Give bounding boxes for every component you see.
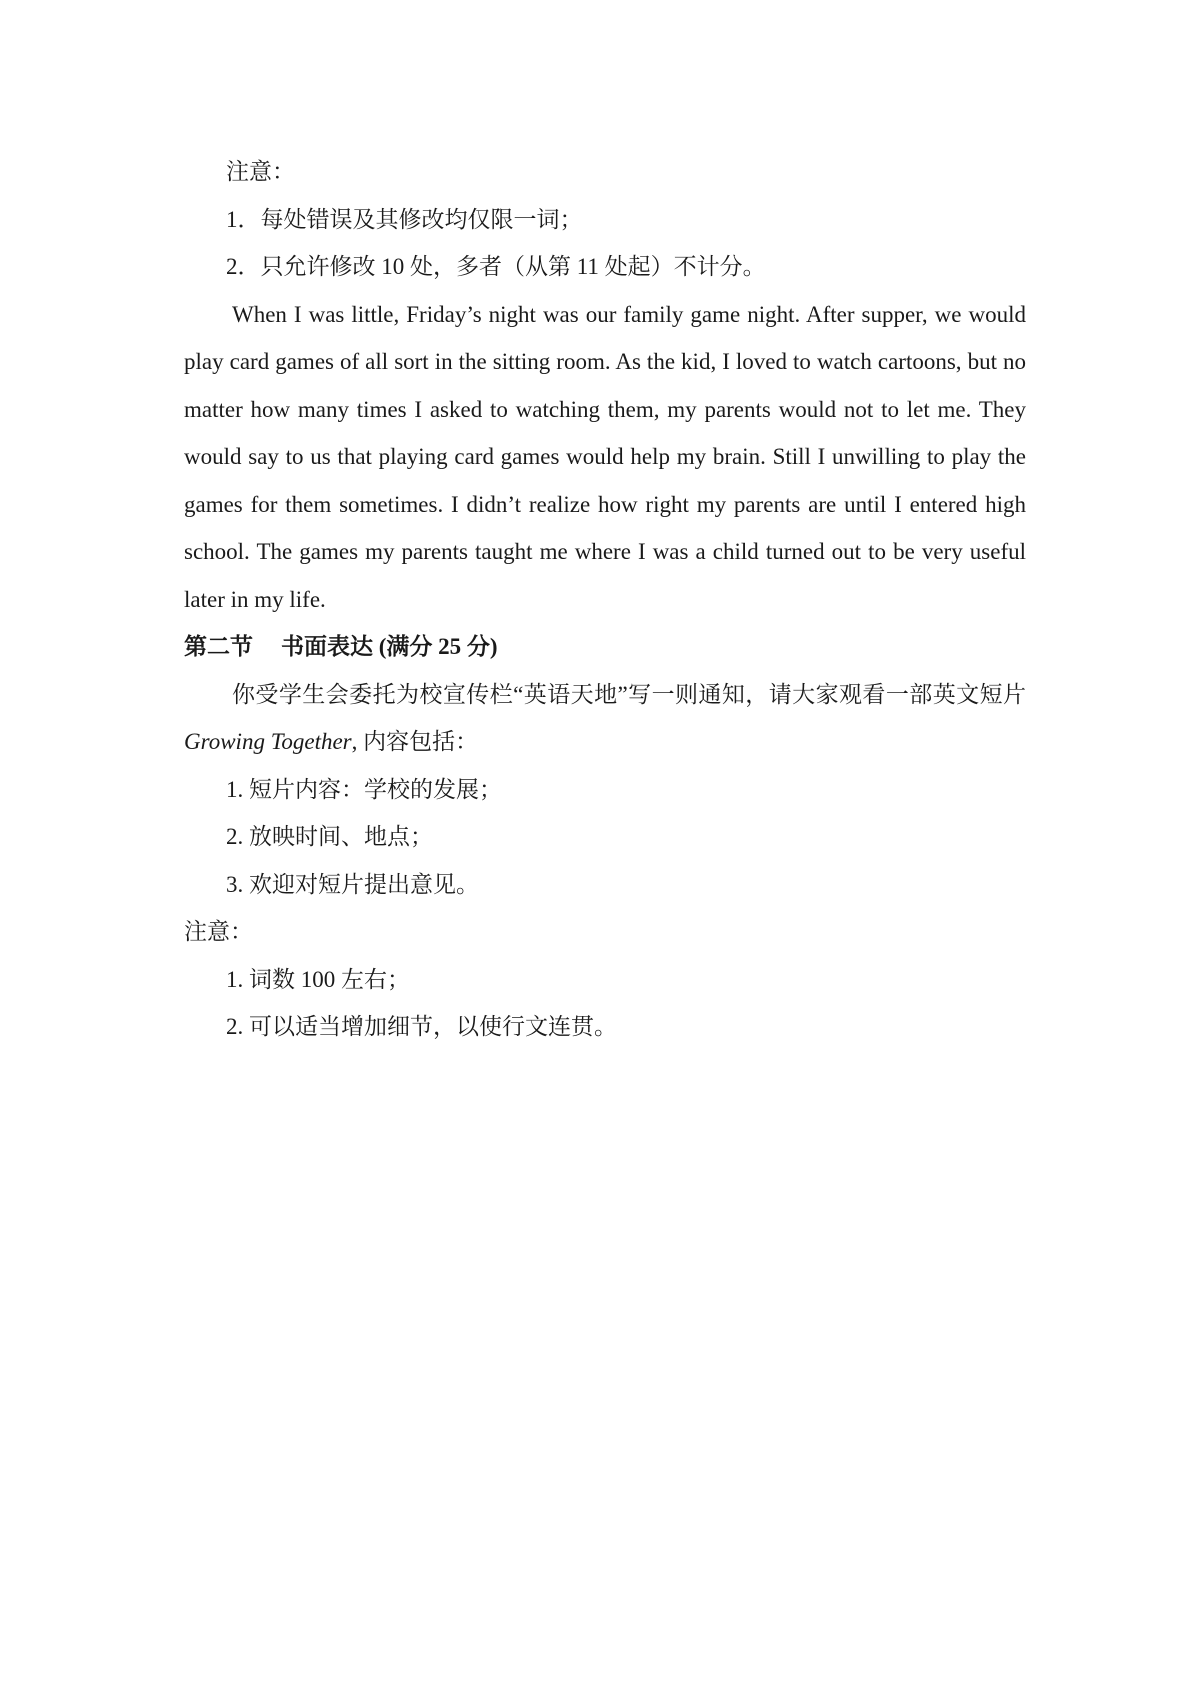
film-title: Growing Together xyxy=(184,729,352,754)
task-item-1: 1. 短片内容：学校的发展； xyxy=(226,776,502,802)
section-score: (满分 25 分) xyxy=(378,634,498,659)
task-item-3: 3. 欢迎对短片提出意见。 xyxy=(226,871,479,897)
task-intro-end: , 内容包括： xyxy=(351,729,479,754)
section-label: 第二节 xyxy=(184,634,253,659)
document-content xyxy=(184,148,1026,1051)
note-item-1: 1．每处错误及其修改均仅限一词； xyxy=(226,206,583,232)
section-title: 书面表达 xyxy=(281,634,373,659)
section-heading xyxy=(184,623,1026,671)
task-intro-start: 你受学生会委托为校宣传栏“英语天地”写一则通知，请大家观看一部英文短片 xyxy=(232,681,1026,707)
notes2-title: 注意： xyxy=(184,919,253,944)
notes2-item-1: 1. 词数 100 左右； xyxy=(226,966,410,992)
writing-task-intro xyxy=(184,671,1026,766)
note-item-2: 2．只允许修改 10 处，多者（从第 11 处起）不计分。 xyxy=(226,254,766,279)
error-correction-passage: When I was little, Friday’s night was our family game night. After supper, we would play card games of all sort in the sitting room. As the kid, I loved to watch cartoons, but no matter how many times I asked to watching them, my parents would not to let me. They would say to us that playing card games would help my brain. Still I unwilling to play the games for them sometimes. I didn’t realize how right my parents are until I entered high school. The games my parents taught me where I was a child turned out to be very useful later in my life. xyxy=(184,301,1026,612)
task-item-2: 2. 放映时间、地点； xyxy=(226,824,433,849)
notes-title: 注意： xyxy=(226,159,295,184)
notes2-item-2: 2. 可以适当增加细节，以使行文连贯。 xyxy=(226,1014,617,1039)
